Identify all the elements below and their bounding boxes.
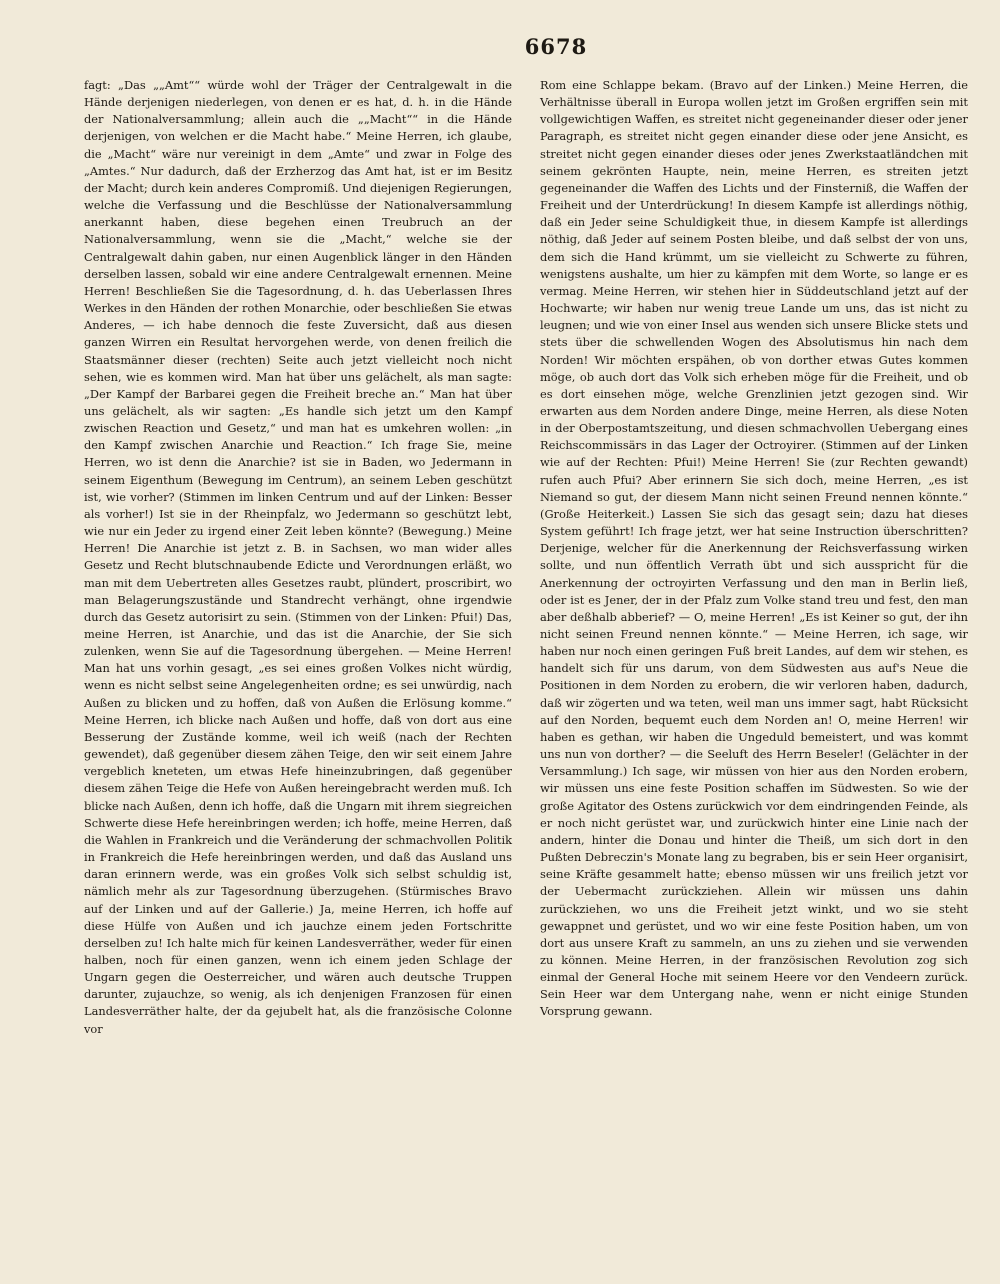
right-column: [540, 77, 968, 1038]
page-number: 6678: [524, 34, 588, 59]
left-column: [84, 77, 512, 1038]
left-column-text: fagt: „Das „„Amt““ würde wohl der Träger der Centralgewalt in die Hände derjenigen niederlegen, von denen er es hat, d. h. in die Hände der Nationalversammlung; allein auch die „„Macht““ in die Hände derjenigen, von welchen er die Macht habe.“ Meine Herren, ich glaube, die „Macht“ wäre nur vereinigt in dem „Amte“ und zwar in Folge des „Amtes.“ Nur dadurch, daß der Erzherzog das Amt hat, ist er im Besitz der Macht; durch kein anderes Compromiß. Und diejenigen Regierungen, welche die Verfassung und die Beschlüsse der Nationalversammlung anerkannt haben, diese begehen einen Treubruch an der Nationalversammlung, wenn sie die „Macht,“ welche sie der Centralgewalt dahin gaben, nur einen Augenblick länger in den Händen derselben lassen, sobald wir eine andere Centralgewalt ernennen. Meine Herren! Beschließen Sie die Tagesordnung, d. h. das Ueberlassen Ihres Werkes in den Händen der rothen Monarchie, oder beschließen Sie etwas Anderes, — ich habe dennoch die feste Zuversicht, daß aus diesen ganzen Wirren ein Resultat hervorgehen werde, von denen freilich die Staatsmänner dieser (rechten) Seite auch jetzt vielleicht noch nicht sehen, wie es kommen wird. Man hat über uns gelächelt, als man sagte: „Der Kampf der Barbarei gegen die Freiheit breche an.“ Man hat über uns gelächelt, als wir sagten: „Es handle sich jetzt um den Kampf zwischen Reaction und Gesetz,“ und man hat es umkehren wollen: „in den Kampf zwischen Anarchie und Reaction.“ Ich frage Sie, meine Herren, wo ist denn die Anarchie? ist sie in Baden, wo Jedermann in seinem Eigenthum (Bewegung im Centrum), an seinem Leben geschützt ist, wie vorher? (Stimmen im linken Centrum und auf der Linken: Besser als vorher!) Ist sie in der Rheinpfalz, wo Jedermann so geschützt lebt, wie nur ein Jeder zu irgend einer Zeit leben könnte? (Bewegung.) Meine Herren! Die Anarchie ist jetzt z. B. in Sachsen, wo man wider alles Gesetz und Recht blutschnaubende Edicte und Verordnungen erläßt, wo man mit dem Uebertreten alles Gesetzes raubt, plündert, proscribirt, wo man Belagerungszustände und Standrecht verhängt, ohne irgendwie durch das Gesetz autorisirt zu sein. (Stimmen von der Linken: Pfui!) Das, meine Herren, ist Anarchie, und das ist die Anarchie, der Sie sich zulenken, wenn Sie auf die Tagesordnung übergehen. — Meine Herren! Man hat uns vorhin gesagt, „es sei eines großen Volkes nicht würdig, wenn es nicht selbst seine Angelegenheiten ordne; es sei unwürdig, nach Außen zu blicken und zu hoffen, daß von Außen die Erlösung komme.“ Meine Herren, ich blicke nach Außen und hoffe, daß von dort aus eine Besserung der Zustände komme, weil ich weiß (nach der Rechten gewendet), daß gegenüber diesem zähen Teige, den wir seit einem Jahre vergeblich kneteten, um etwas Hefe hineinzubringen, daß gegenüber diesem zähen Teige die Hefe von Außen hereingebracht werden muß. Ich blicke nach Außen, denn ich hoffe, daß die Ungarn mit ihrem siegreichen Schwerte diese Hefe hereinbringen werden; ich hoffe, meine Herren, daß die Wahlen in Frankreich und die Veränderung der schmachvollen Politik in Frankreich die Hefe hereinbringen werden, und daß das Ausland uns daran erinnern werde, was ein großes Volk sich selbst schuldig ist, nämlich mehr als zur Tagesordnung überzugehen. (Stürmisches Bravo auf der Linken und auf der Gallerie.) Ja, meine Herren, ich hoffe auf diese Hülfe von Außen und ich jauchze einem jeden Fortschritte derselben zu! Ich halte mich für keinen Landesverräther, weder für einen halben, noch für einen ganzen, wenn ich einem jeden Schlage der Ungarn gegen die Oesterreicher, und wären auch deutsche Truppen darunter, zujauchze, so wenig, als ich denjenigen Franzosen für einen Landesverräther halte, der da gejubelt hat, als die französische Colonne vor: [84, 78, 512, 1036]
right-column-text: Rom eine Schlappe bekam. (Bravo auf der Linken.) Meine Herren, die Verhältnisse überall in Europa wollen jetzt im Großen ergriffen sein mit vollgewichtigen Waffen, es streitet nicht gegeneinander dieser oder jener Paragraph, es streitet nicht gegen einander diese oder jene Ansicht, es streitet nicht gegen einander dieses oder jenes Zwerkstaatländchen mit seinem gekrönten Haupte, nein, meine Herren, es streiten jetzt gegeneinander die Waffen des Lichts und der Finsterniß, die Waffen der Freiheit und der Unterdrückung! In diesem Kampfe ist allerdings nöthig, daß ein Jeder seine Schuldigkeit thue, in diesem Kampfe ist allerdings nöthig, daß Jeder auf seinem Posten bleibe, und daß selbst der von uns, dem sich die Hand krümmt, um sie vielleicht zu Schwerte zu führen, wenigstens aushalte, um hier zu kämpfen mit dem Worte, so lange er es vermag. Meine Herren, wir stehen hier in Süddeutschland jetzt auf der Hochwarte; wir haben nur wenig treue Lande um uns, das ist nicht zu leugnen; und wie von einer Insel aus wenden sich unsere Blicke stets und stets über die schwellenden Wogen des Absolutismus hin nach dem Norden! Wir möchten erspähen, ob von dorther etwas Gutes kommen möge, ob auch dort das Volk sich erheben möge für die Freiheit, und ob es dort einsehen möge, welche Grenzlinien jetzt gezogen sind. Wir erwarten aus dem Norden andere Dinge, meine Herren, als diese Noten in der Oberpostamtszeitung, und diesen schmachvollen Uebergang eines Reichscommissärs in das Lager der Octroyirer. (Stimmen auf der Linken wie auf der Rechten: Pfui!) Meine Herren! Sie (zur Rechten gewandt) rufen auch Pfui? Aber erinnern Sie sich doch, meine Herren, „es ist Niemand so gut, der diesem Mann nicht seinen Freund nennen könnte.“ (Große Heiterkeit.) Lassen Sie sich das gesagt sein; dazu hat dieses System geführt! Ich frage jetzt, wer hat seine Instruction überschritten? Derjenige, welcher für die Anerkennung der Reichsverfassung wirken sollte, und nun öffentlich Verrath übt und sich ausspricht für die Anerkennung der octroyirten Verfassung und den man in Berlin ließ, oder ist es Jener, der in der Pfalz zum Volke stand treu und fest, den man aber deßhalb abberief? — O, meine Herren! „Es ist Keiner so gut, der ihn nicht seinen Freund nennen könnte.“ — Meine Herren, ich sage, wir haben nur noch einen geringen Fuß breit Landes, auf dem wir stehen, es handelt sich für uns darum, von dem Südwesten aus auf's Neue die Positionen in dem Norden zu erobern, die wir verloren haben, dadurch, daß wir zögerten und wa teten, weil man uns immer sagt, habt Rücksicht auf den Norden, bequemt euch dem Norden an! O, meine Herren! wir haben es gethan, wir haben die Ungeduld bemeistert, und was kommt uns nun von dorther? — die Seeluft des Herrn Beseler! (Gelächter in der Versammlung.) Ich sage, wir müssen von hier aus den Norden erobern, wir müssen uns eine feste Position schaffen im Südwesten. So wie der große Agitator des Ostens zurückwich vor dem eindringenden Feinde, als er noch nicht gerüstet war, und zurückwich hinter eine Linie nach der andern, hinter die Donau und hinter die Theiß, um sich dort in den Pußten Debreczin's Monate lang zu begraben, bis er sein Heer organisirt, seine Kräfte gesammelt hatte; ebenso müssen wir uns freilich jetzt vor der Uebermacht zurückziehen. Allein wir müssen uns dahin zurückziehen, wo uns die Freiheit jetzt winkt, und wo sie steht gewappnet und gerüstet, und wo wir eine feste Position haben, um von dort aus unsere Kraft zu sammeln, an uns zu ziehen und sie verwenden zu können. Meine Herren, in der französischen Revolution zog sich einmal der General Hoche mit seinem Heere vor den Vendeern zurück. Sein Heer war dem Untergang nahe, wenn er nicht einige Stunden Vorsprung gewann.: [540, 78, 968, 1019]
text-columns: [84, 77, 968, 1038]
